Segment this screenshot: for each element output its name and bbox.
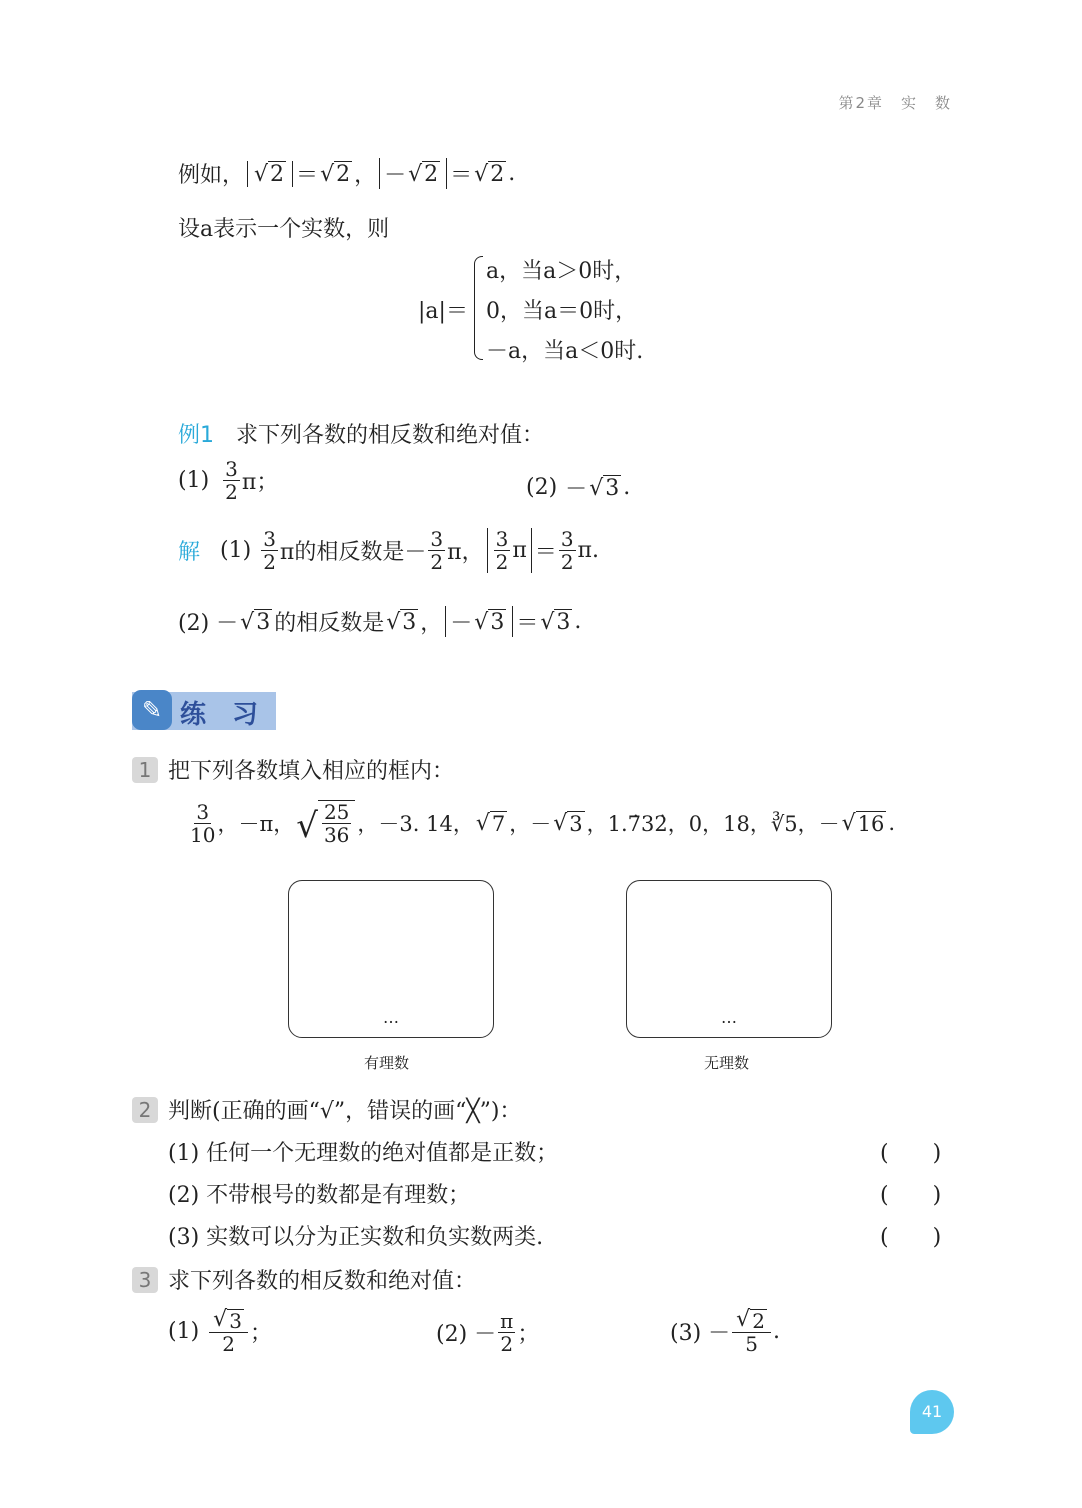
case-negative: －a，当a＜0时. (486, 339, 644, 364)
question-3 (132, 1264, 476, 1295)
text: 3 (225, 457, 238, 481)
q3-item-1: (1) √ 3 2 ； (168, 1307, 272, 1357)
text: ，1.7̇32̇，0，18，∛5，－ (586, 812, 840, 836)
brace (474, 256, 483, 360)
text: 2 (270, 161, 285, 187)
question-2 (132, 1094, 521, 1125)
text: (2) － (436, 1322, 497, 1347)
text: 3 (556, 609, 571, 635)
case-positive: a，当a＞0时， (486, 259, 637, 284)
abs: － √ 3 (445, 606, 513, 637)
text: ，－π， (217, 812, 295, 836)
abs (487, 528, 532, 573)
text: (2) (526, 475, 558, 500)
abs-lhs: |a|＝ (418, 299, 468, 324)
text: － (450, 611, 473, 636)
solution-label: 解 (178, 540, 201, 565)
text: － (565, 477, 588, 502)
text: (3) － (670, 1321, 731, 1347)
text: 判断(正确的画“√”，错误的画“╳”)： (168, 1099, 522, 1124)
text: 3 (430, 527, 444, 551)
text: 2 (225, 480, 238, 504)
text: 2 (490, 161, 505, 187)
text: 2 (752, 1309, 765, 1334)
text: (1) (220, 538, 252, 563)
text: ； (517, 1322, 540, 1347)
example-1-title (178, 418, 544, 449)
text: 3 (605, 475, 620, 501)
text: 3 (196, 799, 210, 824)
case-zero: 0，当a＝0时， (486, 299, 638, 324)
text: 3 (256, 609, 271, 635)
text: π的相反数是－ (279, 540, 427, 565)
text: ，－ (509, 812, 552, 836)
question-number: 3 (132, 1267, 158, 1293)
text: ＝ (450, 163, 473, 188)
number-list: $\frac{3}{10}$ ，－π， √ $\frac{25}{36}$ ，－3. 14， √ 7 ，－ √ 3 ，1.7̇32̇，0，18，∛5，－ √ 16 . (190, 799, 896, 847)
text: 10 (190, 822, 216, 847)
text: 3 (560, 527, 574, 551)
text: 2 (495, 550, 509, 574)
text: π (512, 538, 527, 563)
text: π (500, 1309, 514, 1333)
text: . (623, 475, 631, 500)
text: 7 (491, 811, 506, 836)
text: 2 (560, 550, 574, 574)
answer-blank-2[interactable]: ( ) (880, 1183, 942, 1208)
text: (1) (178, 468, 210, 493)
text: … (721, 1008, 737, 1027)
text: 2 (424, 161, 439, 187)
text: 2 (336, 161, 351, 187)
irrational-numbers-box[interactable] (626, 880, 832, 1038)
page-number: 41 (910, 1390, 954, 1434)
text: π， (447, 540, 484, 565)
text: 3 (402, 609, 417, 635)
text: 的相反数是 (274, 611, 385, 636)
text: ，－3. 14， (357, 812, 474, 836)
text: π； (241, 470, 279, 495)
question-number: 1 (132, 757, 158, 783)
answer-blank-3[interactable]: ( ) (880, 1225, 942, 1250)
text: . (772, 1319, 780, 1345)
text: 3 (263, 527, 276, 551)
text: ， (420, 611, 443, 636)
chapter-header: 第2章 实 数 (838, 94, 952, 112)
question-1 (132, 754, 454, 785)
text: (1) (168, 1319, 200, 1345)
text: ； (249, 1321, 272, 1347)
text: . (508, 161, 516, 186)
solution-line-1 (178, 528, 599, 573)
definition-line: 设a表示一个实数，则 (178, 217, 390, 242)
text: (2) － (178, 611, 239, 636)
text: 2 (222, 1332, 235, 1357)
text: . (888, 811, 896, 835)
text: 36 (323, 823, 350, 847)
practice-banner (132, 692, 276, 730)
text: ＝ (296, 163, 319, 188)
text: ＝ (516, 611, 539, 636)
judge-item-3: (3) 实数可以分为正实数和负实数两类. (168, 1225, 544, 1250)
text: 例如， (178, 163, 245, 188)
q3-item-2 (436, 1310, 539, 1355)
example-item-1 (178, 458, 278, 503)
intro-example: 例如， √ 2 ＝ √ 2 ， － √ 2 ＝ √ 2 . (178, 158, 515, 189)
text: 2 (500, 1332, 514, 1356)
abs: － √ 2 (379, 158, 447, 189)
answer-blank-1[interactable]: ( ) (880, 1141, 942, 1166)
example-label: 例1 (178, 423, 214, 448)
example-item-2: (2) － √ 3 . (526, 472, 630, 503)
q3-item-3: (3) － √ 2 5 . (670, 1307, 780, 1357)
text: ＝ (534, 540, 557, 565)
text: 3 (569, 811, 583, 836)
text: 2 (430, 550, 444, 574)
text: 求下列各数的相反数和绝对值： (168, 1269, 477, 1294)
judge-item-2: (2) 不带根号的数都是有理数； (168, 1183, 471, 1208)
judge-item-1: (1) 任何一个无理数的绝对值都是正数； (168, 1141, 559, 1166)
notepad-pencil-icon: ✎ (132, 690, 172, 730)
text: 3 (229, 1309, 242, 1334)
text: 把下列各数填入相应的框内： (168, 759, 455, 784)
rational-numbers-box[interactable] (288, 880, 494, 1038)
text: 2 (263, 550, 276, 574)
text: 3 (495, 527, 509, 551)
solution-line-2: (2) － √ 3 的相反数是 √ 3 ， － √ 3 ＝ √ 3 . (178, 606, 581, 637)
text: π. (577, 538, 599, 563)
text: 16 (857, 811, 885, 836)
question-number: 2 (132, 1097, 158, 1123)
irrational-label: 无理数 (704, 1054, 750, 1072)
text: 求下列各数的相反数和绝对值： (236, 423, 545, 448)
text: 3 (490, 609, 505, 635)
abs: √ 2 (247, 161, 293, 187)
text: － (384, 163, 407, 188)
text: 5 (745, 1332, 758, 1357)
practice-title: 练 习 (180, 700, 259, 730)
text: 25 (323, 800, 350, 824)
text: … (383, 1008, 399, 1027)
rational-label: 有理数 (364, 1054, 410, 1072)
text: ， (354, 163, 377, 188)
text: . (574, 609, 582, 634)
